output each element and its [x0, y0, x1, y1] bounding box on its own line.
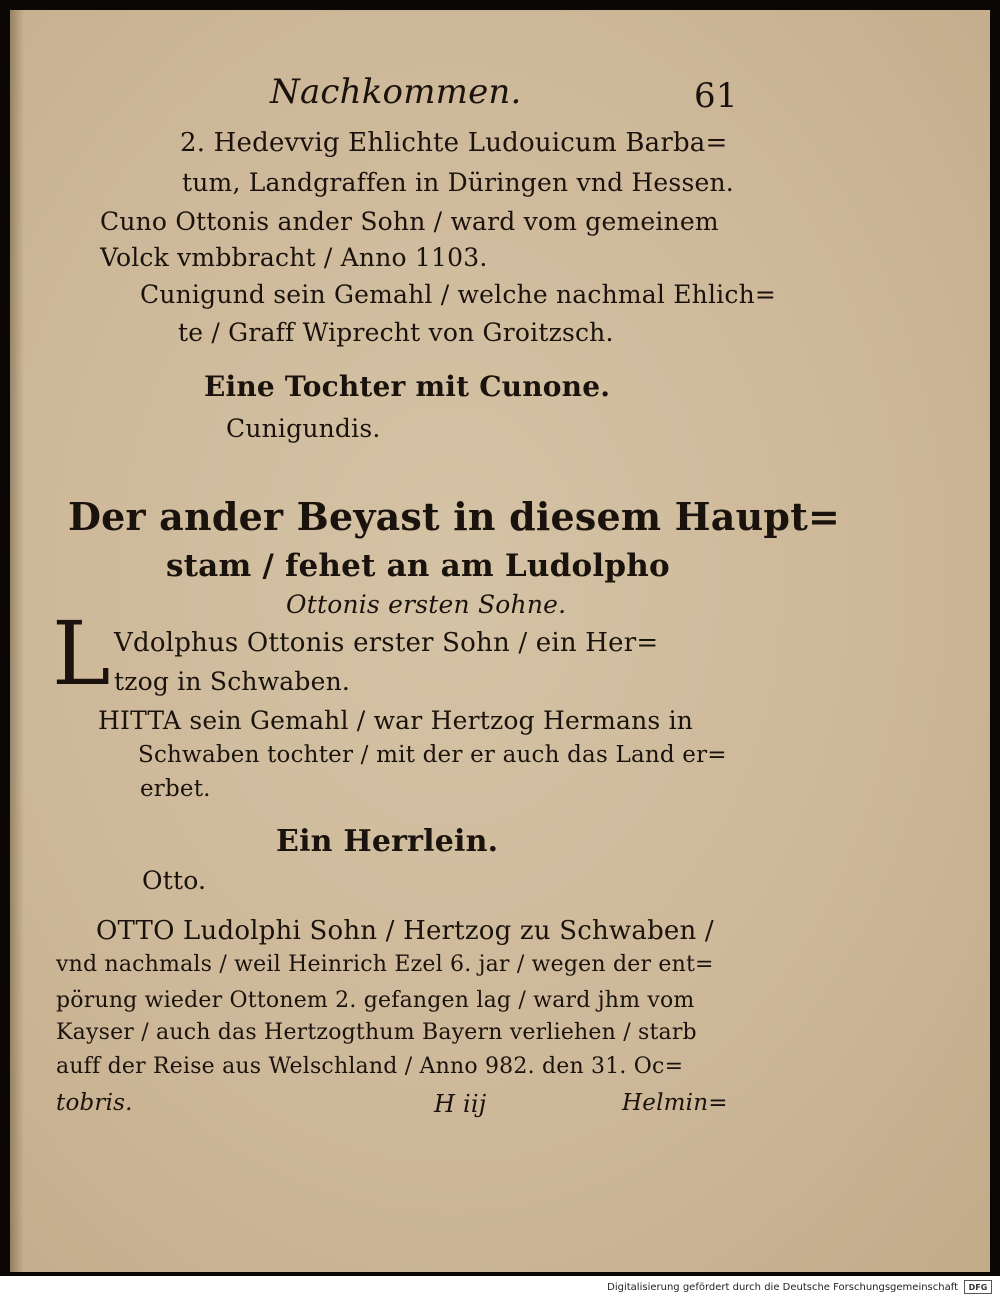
- drop-cap-initial: L: [52, 602, 111, 705]
- text-line-ludolphus-1: Vdolphus Ottonis erster Sohn / ein Her=: [114, 628, 659, 658]
- section-heading-line-3: Ottonis ersten Sohne.: [286, 590, 567, 619]
- text-line-1: 2. Hedevvig Ehlichte Ludouicum Barba=: [180, 128, 728, 158]
- gutter-shadow: [10, 10, 24, 1272]
- running-head: Nachkommen.: [270, 72, 522, 112]
- text-line-4: Volck vmbbracht / Anno 1103.: [100, 243, 488, 272]
- catchword: Helmin=: [622, 1090, 728, 1116]
- text-line-2: tum, Landgraffen in Düringen vnd Hessen.: [182, 168, 734, 197]
- text-line-3: Cuno Ottonis ander Sohn / ward vom gemeinem: [100, 207, 719, 236]
- signature-mark: H iij: [434, 1090, 487, 1118]
- text-line-otto-3: pörung wieder Ottonem 2. gefangen lag / ward jhm vom: [56, 988, 695, 1013]
- text-line-otto-6: tobris.: [56, 1090, 133, 1116]
- text-line-otto-5: auff der Reise aus Welschland / Anno 982. den 31. Oc=: [56, 1054, 684, 1079]
- text-line-hitta-3: erbet.: [140, 776, 211, 802]
- text-line-hitta-1: HITTA sein Gemahl / war Hertzog Hermans in: [98, 706, 694, 735]
- section-heading-line-2: stam / fehet an am Ludolpho: [166, 548, 670, 584]
- heading-herrlein: Ein Herrlein.: [276, 824, 499, 859]
- text-line-5: Cunigund sein Gemahl / welche nachmal Ehlich=: [140, 280, 777, 309]
- text-line-ludolphus-2: tzog in Schwaben.: [114, 667, 351, 696]
- text-line-6: te / Graff Wiprecht von Groitzsch.: [178, 318, 614, 347]
- text-line-otto-2: vnd nachmals / weil Heinrich Ezel 6. jar / wegen der ent=: [56, 952, 714, 977]
- text-line-hitta-2: Schwaben tochter / mit der er auch das Land er=: [138, 742, 727, 768]
- text-line-otto-4: Kayser / auch das Hertzogthum Bayern verliehen / starb: [56, 1020, 697, 1045]
- dfg-logo-icon: DFG: [964, 1280, 992, 1294]
- section-heading-line-1: Der ander Beyast in diesem Haupt=: [68, 494, 840, 539]
- text-line-otto-1: OTTO Ludolphi Sohn / Hertzog zu Schwaben /: [96, 916, 714, 946]
- digitization-footer: [607, 1280, 992, 1294]
- name-cunigundis: Cunigundis.: [226, 414, 381, 443]
- page-number: 61: [694, 76, 738, 116]
- name-otto: Otto.: [142, 866, 207, 895]
- footer-credit: Digitalisierung gefördert durch die Deutsche Forschungsgemeinschaft: [607, 1281, 958, 1293]
- heading-tochter: Eine Tochter mit Cunone.: [204, 370, 611, 403]
